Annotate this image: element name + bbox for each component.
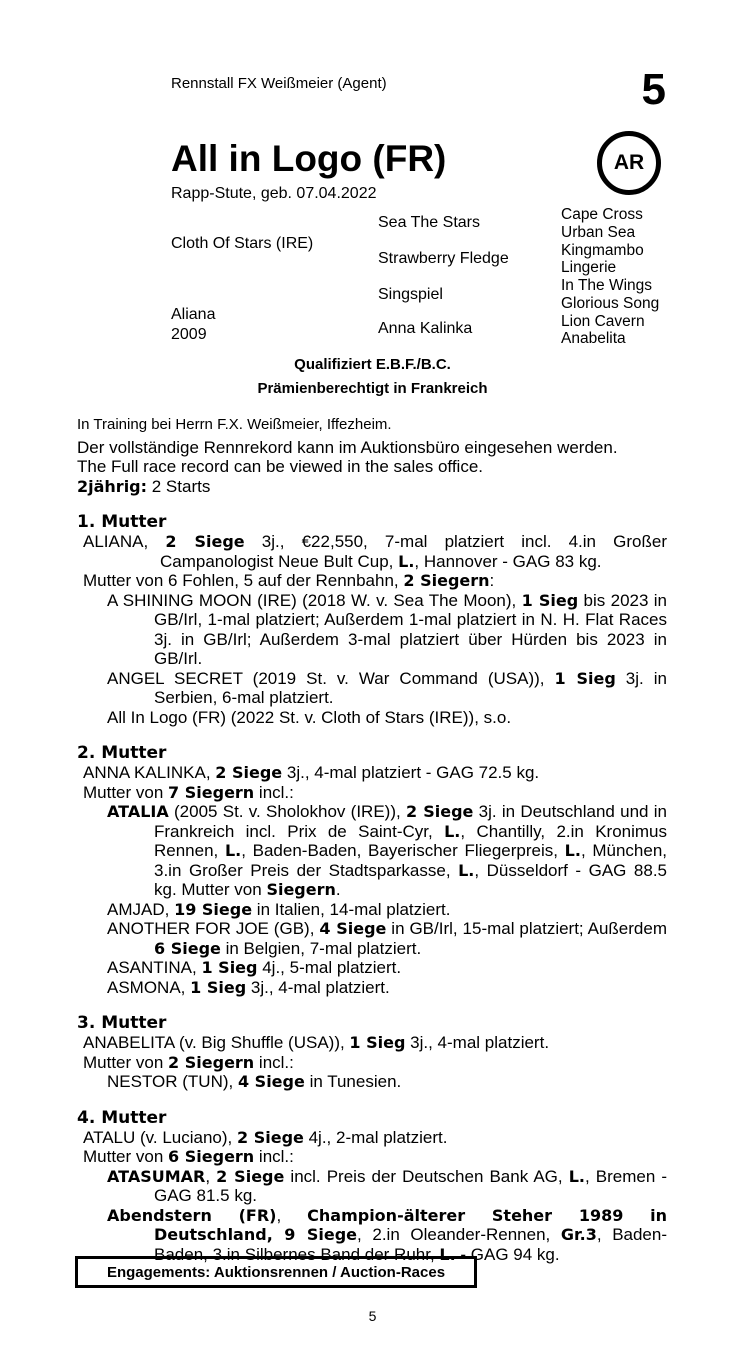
bold-text-run: 7 Siegern	[168, 782, 255, 802]
bold-text-run: 1 Sieg	[190, 977, 247, 997]
text-run: - GAG 94 kg.	[455, 1244, 560, 1264]
text-run: (2005 St. v. Sholokhov (IRE)),	[168, 802, 406, 821]
text-run: AMJAD,	[107, 899, 175, 919]
bold-text-run: L.	[458, 860, 475, 880]
pedigree-dam-dam: Anna Kalinka	[378, 320, 473, 337]
text-run: 3j. in Serbien, 6-mal platziert.	[154, 668, 667, 707]
two-year-old-label: 2jährig:	[77, 476, 148, 496]
bold-text-run: 2 Siege	[405, 802, 474, 821]
text-run: NESTOR (TUN),	[107, 1072, 238, 1091]
bold-text-run: ATASUMAR	[107, 1166, 206, 1186]
text-run: in Belgien, 7-mal platziert.	[220, 938, 422, 958]
bold-text-run: L.	[398, 551, 415, 571]
bold-text-run: 1 Sieg	[554, 668, 616, 688]
text-run: 3j., 4-mal platziert.	[405, 1033, 550, 1052]
text-run: ANOTHER FOR JOE (GB),	[107, 919, 320, 938]
text-run: 3j. in Deutschland und in Frankreich incl. Prix de Saint-Cyr,	[154, 802, 668, 841]
horse-description: Rapp-Stute, geb. 07.04.2022	[171, 185, 377, 202]
pedigree-gg-1: Urban Sea	[561, 224, 636, 241]
text-run: , Bremen - GAG 81.5 kg.	[154, 1166, 668, 1205]
text-run: incl.:	[254, 1147, 294, 1166]
bold-text-run: 1 Sieg	[521, 590, 579, 610]
first-dam-section	[77, 513, 667, 727]
offspring-entry	[77, 900, 667, 920]
text-run: Mutter von	[83, 1052, 169, 1072]
pedigree-gg-4: In The Wings	[561, 277, 653, 294]
horse-name: All in Logo (FR)	[171, 138, 447, 179]
text-run: ANABELITA (v. Big Shuffle (USA)),	[83, 1033, 350, 1052]
pedigree-gg-6: Lion Cavern	[561, 313, 645, 330]
pedigree-gg-0: Cape Cross	[561, 206, 643, 223]
bold-text-run: 2 Siege	[215, 763, 283, 782]
engagements-box: Engagements: Auktionsrennen / Auction-Races	[75, 1256, 477, 1288]
bold-text-run: L.	[439, 1244, 456, 1264]
bold-text-run: 1 Sieg	[201, 958, 258, 977]
two-year-old-record	[77, 477, 667, 497]
bold-text-run: Gr.3	[560, 1225, 597, 1244]
text-run: ASMONA,	[107, 977, 191, 997]
record-note-de: Der vollständige Rennrekord kann im Auktionsbüro eingesehen werden.	[77, 437, 618, 457]
text-run: ,	[276, 1205, 308, 1225]
offspring-entry	[77, 669, 667, 708]
second-dam-title: 2. Mutter	[77, 743, 167, 763]
bold-text-run: 6 Siegern	[168, 1147, 255, 1166]
text-run: Mutter von	[83, 782, 169, 802]
lot-number: 5	[641, 65, 666, 114]
offspring-entry	[77, 1072, 667, 1092]
offspring-entry	[77, 919, 667, 958]
text-run: , Chantilly, 2.in Kronimus Rennen,	[154, 821, 668, 860]
text-run: Mutter von 6 Fohlen, 5 auf der Rennbahn,	[83, 571, 404, 590]
offspring-entry	[77, 978, 667, 998]
text-run: ALIANA,	[83, 532, 166, 551]
text-run: incl.:	[254, 782, 294, 802]
ar-badge-icon: AR	[597, 131, 661, 195]
bold-text-run: L.	[444, 821, 461, 841]
fourth-dam-section	[77, 1109, 667, 1265]
bold-text-run: Champion-älterer Steher 1989 in Deutschland, 9 Siege	[154, 1205, 667, 1244]
pedigree-gg-7: Anabelita	[561, 330, 626, 347]
text-run: incl.:	[254, 1052, 294, 1072]
third-dam-title: 3. Mutter	[77, 1013, 167, 1033]
text-run: ANGEL SECRET (2019 St. v. War Command (USA)),	[107, 668, 555, 688]
text-run: ASANTINA,	[107, 958, 202, 977]
second-dam-produce	[77, 783, 667, 803]
second-dam-record	[77, 763, 667, 783]
pedigree-gg-3: Lingerie	[561, 259, 617, 276]
text-run: A SHINING MOON (IRE) (2018 W. v. Sea The Moon),	[107, 590, 522, 610]
text-run: ANNA KALINKA,	[83, 763, 216, 782]
text-run: , 2.in Oleander-Rennen,	[357, 1225, 561, 1244]
text-run: , Baden-Baden, 3.in Silbernes Band der Ruhr,	[154, 1225, 668, 1264]
bold-text-run: 2 Siege	[165, 532, 245, 551]
record-note-en: The Full race record can be viewed in the sales office.	[77, 457, 484, 476]
bold-text-run: 19 Siege	[174, 899, 253, 919]
text-run: .	[335, 880, 341, 899]
bold-text-run: L.	[564, 841, 581, 860]
consignor: Rennstall FX Weißmeier (Agent)	[171, 75, 387, 92]
text-run: in GB/Irl, 15-mal platziert; Außerdem	[386, 919, 667, 938]
text-run: incl. Preis der Deutschen Bank AG,	[284, 1166, 569, 1186]
pedigree-sire-dam: Strawberry Fledge	[378, 250, 509, 267]
bold-text-run: 2 Siege	[216, 1166, 285, 1186]
third-dam-produce	[77, 1053, 667, 1073]
text-run: :	[489, 571, 495, 590]
offspring-entry	[77, 591, 667, 669]
text-run: 4j., 2-mal platziert.	[303, 1127, 448, 1147]
text-run: bis 2023 in GB/Irl, 1-mal platziert; Außerdem 1-mal platziert in N. H. Flat Races 3j. in GB/Irl; Außerdem 3-mal platziert über Hürden bis 2023 in GB/Irl.	[154, 590, 668, 668]
pedigree-gg-5: Glorious Song	[561, 295, 660, 312]
fourth-dam-produce	[77, 1147, 667, 1167]
page-number: 5	[368, 1308, 377, 1324]
fourth-dam-title: 4. Mutter	[77, 1107, 167, 1128]
text-run: Mutter von	[83, 1147, 169, 1166]
third-dam-section	[77, 1014, 667, 1092]
pedigree-sire-sire: Sea The Stars	[378, 214, 480, 231]
first-dam-title: 1. Mutter	[77, 512, 167, 532]
bold-text-run: 4 Siege	[237, 1072, 305, 1091]
third-dam-record	[77, 1033, 667, 1053]
second-dam-section	[77, 744, 667, 997]
text-run: ATALU (v. Luciano),	[83, 1127, 237, 1147]
offspring-entry	[77, 1167, 667, 1206]
first-dam-record	[77, 532, 667, 571]
bold-text-run: 4 Siege	[319, 919, 387, 938]
pedigree-dam: Aliana	[171, 306, 216, 323]
offspring-entry	[77, 958, 667, 978]
text-run: , Baden-Baden, Bayerischer Fliegerpreis,	[241, 841, 565, 860]
qualification-ebf: Qualifiziert E.B.F./B.C.	[294, 356, 451, 373]
bold-text-run: L.	[568, 1166, 585, 1186]
text-run: , Hannover - GAG 83 kg.	[414, 551, 602, 571]
bold-text-run: 1 Sieg	[349, 1033, 406, 1052]
bold-text-run: Siegern	[266, 880, 336, 899]
bold-text-run: 2 Siege	[237, 1127, 304, 1147]
offspring-entry: All In Logo (FR) (2022 St. v. Cloth of Stars (IRE)), s.o.	[107, 707, 512, 727]
fourth-dam-record	[77, 1128, 667, 1148]
pedigree-dam-year: 2009	[171, 326, 207, 343]
qualification-france: Prämienberechtigt in Frankreich	[257, 380, 488, 397]
pedigree-dam-sire: Singspiel	[378, 286, 443, 303]
training-note: In Training bei Herrn F.X. Weißmeier, Iffezheim.	[77, 416, 392, 433]
offspring-entry	[77, 802, 667, 900]
pedigree-gg-2: Kingmambo	[561, 242, 644, 259]
text-run: 3j., 4-mal platziert.	[246, 977, 390, 997]
bold-text-run: ATALIA	[107, 802, 169, 821]
bold-text-run: L.	[224, 841, 242, 860]
bold-text-run: Abendstern (FR)	[107, 1205, 277, 1225]
text-run: , Düsseldorf - GAG 88.5 kg. Mutter von	[154, 860, 668, 899]
bold-text-run: 2 Siegern	[168, 1052, 255, 1072]
main-content	[77, 415, 667, 1264]
text-run: ,	[205, 1166, 217, 1186]
first-dam-produce	[77, 571, 667, 591]
text-run: in Italien, 14-mal platziert.	[252, 899, 451, 919]
two-year-old-value: 2 Starts	[147, 476, 211, 496]
text-run: in Tunesien.	[304, 1072, 402, 1091]
bold-text-run: 6 Siege	[154, 938, 221, 958]
text-run: , München, 3.in Großer Preis der Stadtsparkasse,	[154, 841, 667, 880]
text-run: 4j., 5-mal platziert.	[257, 958, 402, 977]
bold-text-run: 2 Siegern	[403, 571, 490, 590]
text-run: 3j., €22,550, 7-mal platziert incl. 4.in Großer Campanologist Neue Bult Cup,	[160, 532, 667, 571]
pedigree-sire: Cloth Of Stars (IRE)	[171, 235, 314, 252]
text-run: 3j., 4-mal platziert - GAG 72.5 kg.	[282, 763, 540, 782]
